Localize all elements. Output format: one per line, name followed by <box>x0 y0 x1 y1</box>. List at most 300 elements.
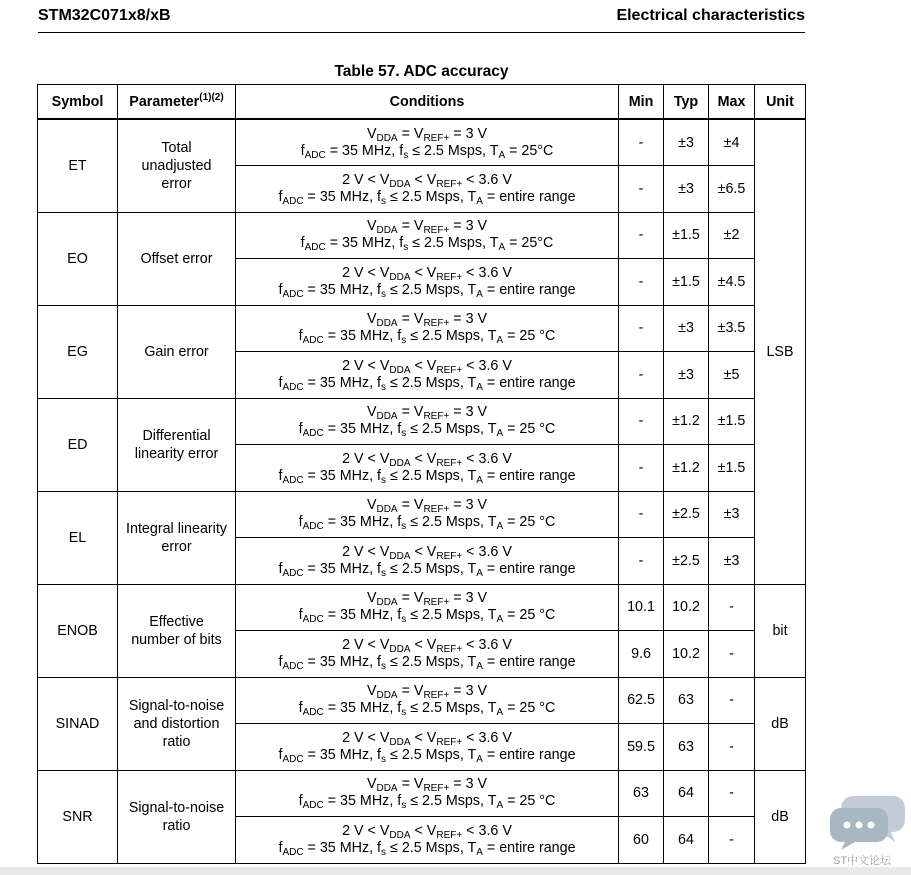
condition-text: < 3.6 V <box>462 822 512 839</box>
subscript: A <box>496 800 504 812</box>
adc-accuracy-table <box>37 84 806 864</box>
condition-text: < V <box>410 171 437 188</box>
table-body <box>38 119 806 863</box>
subscript: REF+ <box>423 411 450 423</box>
col-min: Min <box>619 85 664 120</box>
col-typ: Typ <box>664 85 709 120</box>
condition-text: ≤ 2.5 Msps, T <box>386 839 477 856</box>
condition-text: = V <box>397 218 424 235</box>
conditions-cell <box>236 817 619 864</box>
subscript: DDA <box>389 643 411 655</box>
condition-text: = entire range <box>482 746 576 763</box>
subscript: DDA <box>376 783 398 795</box>
subscript: REF+ <box>423 132 450 144</box>
condition-line <box>236 404 618 421</box>
conditions-cell <box>236 584 619 631</box>
condition-text: ≤ 2.5 Msps, T <box>406 514 497 531</box>
condition-text: = 3 V <box>449 776 488 793</box>
header-rule <box>38 32 805 33</box>
condition-line <box>236 683 618 700</box>
conditions-cell <box>236 445 619 492</box>
parameter-line: Gain error <box>144 343 209 360</box>
col-conditions: Conditions <box>236 85 619 120</box>
subscript: s <box>381 567 387 579</box>
col-parameter <box>118 85 236 120</box>
condition-text: < 3.6 V <box>462 171 512 188</box>
condition-line <box>236 590 618 607</box>
condition-line <box>236 793 618 810</box>
typ-cell: ±1.2 <box>664 398 709 445</box>
parameter-line: Signal-to-noise <box>128 697 225 714</box>
typ-cell: ±3 <box>664 166 709 213</box>
condition-text: = 35 MHz, f <box>323 328 402 345</box>
condition-text: = 3 V <box>449 311 488 328</box>
condition-line <box>236 747 618 764</box>
subscript: ADC <box>302 428 324 440</box>
condition-line <box>236 730 618 747</box>
condition-text: f <box>300 142 305 159</box>
condition-line <box>236 776 618 793</box>
subscript: REF+ <box>423 690 450 702</box>
condition-text: = 25 °C <box>503 700 556 717</box>
condition-text: = 35 MHz, f <box>325 235 404 252</box>
typ-cell: ±1.5 <box>664 212 709 259</box>
parameter-line: Differential <box>142 427 211 444</box>
subscript: A <box>476 288 483 300</box>
col-parameter-notes: (1)(2) <box>199 91 224 103</box>
max-cell: ±3 <box>709 491 755 538</box>
condition-text: = 35 MHz, f <box>323 421 402 438</box>
typ-cell: 64 <box>664 817 709 864</box>
max-cell: ±5 <box>709 352 755 399</box>
header-row <box>38 85 806 120</box>
min-cell: 9.6 <box>619 631 664 678</box>
condition-text: < 3.6 V <box>462 450 512 467</box>
subscript: ADC <box>302 335 324 347</box>
condition-text: < V <box>410 636 437 653</box>
subscript: s <box>401 800 407 812</box>
condition-text: 2 V < V <box>342 450 390 467</box>
subscript: s <box>381 474 387 486</box>
conditions-cell <box>236 724 619 771</box>
condition-text: f <box>278 374 283 391</box>
condition-text: = 35 MHz, f <box>325 142 404 159</box>
subscript: DDA <box>389 364 411 376</box>
parameter-line: ratio <box>162 733 191 750</box>
condition-text: < V <box>410 729 437 746</box>
min-cell: - <box>619 305 664 352</box>
condition-text: = 25 °C <box>503 421 556 438</box>
condition-text: = 25°C <box>505 142 554 159</box>
condition-text: f <box>298 793 303 810</box>
subscript: s <box>401 707 407 719</box>
table-row <box>38 584 806 631</box>
condition-text: ≤ 2.5 Msps, T <box>406 793 497 810</box>
subscript: A <box>476 381 483 393</box>
subscript: DDA <box>389 271 411 283</box>
parameter-cell <box>118 584 236 677</box>
min-cell: - <box>619 538 664 585</box>
typ-cell: 64 <box>664 770 709 817</box>
subscript: ADC <box>304 149 326 161</box>
subscript: A <box>476 474 483 486</box>
subscript: s <box>381 660 387 672</box>
unit-cell: bit <box>755 584 806 677</box>
subscript: ADC <box>282 288 304 300</box>
table-row <box>38 491 806 538</box>
condition-text: f <box>300 235 305 252</box>
condition-text: 2 V < V <box>342 357 390 374</box>
conditions-cell <box>236 538 619 585</box>
min-cell: - <box>619 259 664 306</box>
condition-line <box>236 375 618 392</box>
subscript: A <box>496 521 504 533</box>
condition-text: = 25 °C <box>503 328 556 345</box>
condition-line <box>236 358 618 375</box>
subscript: s <box>381 846 387 858</box>
condition-text: ≤ 2.5 Msps, T <box>408 142 499 159</box>
condition-line <box>236 840 618 857</box>
condition-text: = V <box>397 125 424 142</box>
condition-text: ≤ 2.5 Msps, T <box>406 700 497 717</box>
subscript: ADC <box>282 195 304 207</box>
symbol-cell: ENOB <box>38 584 118 677</box>
subscript: DDA <box>389 178 411 190</box>
condition-line <box>236 451 618 468</box>
condition-text: f <box>298 607 303 624</box>
condition-line <box>236 654 618 671</box>
condition-text: = 25°C <box>505 235 554 252</box>
max-cell: - <box>709 817 755 864</box>
typ-cell: 10.2 <box>664 631 709 678</box>
typ-cell: ±3 <box>664 305 709 352</box>
bottom-bar <box>0 867 911 875</box>
condition-line <box>236 544 618 561</box>
subscript: ADC <box>282 753 304 765</box>
condition-text: = 25 °C <box>503 607 556 624</box>
condition-text: ≤ 2.5 Msps, T <box>406 421 497 438</box>
max-cell: - <box>709 724 755 771</box>
subscript: A <box>498 242 506 254</box>
condition-text: f <box>278 746 283 763</box>
condition-line <box>236 637 618 654</box>
unit-cell: LSB <box>755 119 806 584</box>
subscript: A <box>498 149 506 161</box>
condition-text: 2 V < V <box>342 636 390 653</box>
table-row <box>38 770 806 817</box>
condition-text: = 35 MHz, f <box>303 374 382 391</box>
condition-text: = entire range <box>482 653 576 670</box>
subscript: DDA <box>389 550 411 562</box>
parameter-cell <box>118 491 236 584</box>
subscript: DDA <box>376 318 398 330</box>
table-row <box>38 119 806 166</box>
subscript: REF+ <box>436 736 463 748</box>
subscript: A <box>476 567 483 579</box>
condition-text: f <box>298 421 303 438</box>
conditions-cell <box>236 212 619 259</box>
max-cell: ±1.5 <box>709 398 755 445</box>
typ-cell: ±3 <box>664 119 709 166</box>
conditions-cell <box>236 119 619 166</box>
conditions-cell <box>236 677 619 724</box>
subscript: s <box>381 753 387 765</box>
unit-cell: dB <box>755 770 806 863</box>
condition-text: f <box>298 700 303 717</box>
condition-text: ≤ 2.5 Msps, T <box>386 188 477 205</box>
subscript: ADC <box>282 381 304 393</box>
condition-line <box>236 607 618 624</box>
symbol-cell: EG <box>38 305 118 398</box>
condition-text: ≤ 2.5 Msps, T <box>406 328 497 345</box>
condition-text: f <box>278 467 283 484</box>
condition-text: V <box>366 590 377 607</box>
condition-text: < V <box>410 264 437 281</box>
subscript: ADC <box>282 660 304 672</box>
table-row <box>38 305 806 352</box>
condition-text: ≤ 2.5 Msps, T <box>386 467 477 484</box>
condition-text: = V <box>397 683 424 700</box>
condition-text: = 35 MHz, f <box>303 653 382 670</box>
parameter-line: Signal-to-noise <box>128 799 225 816</box>
condition-line <box>236 126 618 143</box>
max-cell: ±4.5 <box>709 259 755 306</box>
subscript: REF+ <box>436 271 463 283</box>
subscript: REF+ <box>436 643 463 655</box>
min-cell: - <box>619 398 664 445</box>
max-cell: - <box>709 770 755 817</box>
condition-line <box>236 514 618 531</box>
condition-text: = V <box>397 776 424 793</box>
min-cell: - <box>619 352 664 399</box>
min-cell: - <box>619 119 664 166</box>
subscript: DDA <box>376 504 398 516</box>
condition-text: V <box>366 218 377 235</box>
condition-text: f <box>298 514 303 531</box>
max-cell: ±3.5 <box>709 305 755 352</box>
parameter-cell <box>118 305 236 398</box>
conditions-cell <box>236 770 619 817</box>
parameter-line: ratio <box>162 817 191 834</box>
condition-text: = 35 MHz, f <box>323 700 402 717</box>
condition-line <box>236 282 618 299</box>
chat-bubbles-icon <box>829 790 907 850</box>
condition-text: < 3.6 V <box>462 636 512 653</box>
subscript: s <box>381 381 387 393</box>
condition-text: ≤ 2.5 Msps, T <box>386 653 477 670</box>
condition-text: < 3.6 V <box>462 543 512 560</box>
subscript: A <box>496 335 504 347</box>
condition-text: = entire range <box>482 839 576 856</box>
condition-text: ≤ 2.5 Msps, T <box>386 281 477 298</box>
condition-text: < 3.6 V <box>462 264 512 281</box>
section-title: Electrical characteristics <box>616 7 805 24</box>
condition-text: < V <box>410 450 437 467</box>
condition-text: = entire range <box>482 188 576 205</box>
subscript: A <box>476 753 483 765</box>
condition-text: = 3 V <box>449 683 488 700</box>
parameter-line: Total <box>161 139 192 156</box>
subscript: A <box>496 707 504 719</box>
parameter-cell <box>118 677 236 770</box>
subscript: REF+ <box>423 504 450 516</box>
condition-line <box>236 172 618 189</box>
subscript: REF+ <box>436 550 463 562</box>
condition-text: = 25 °C <box>503 514 556 531</box>
condition-text: < 3.6 V <box>462 357 512 374</box>
symbol-cell: SINAD <box>38 677 118 770</box>
condition-text: = 35 MHz, f <box>303 467 382 484</box>
max-cell: ±6.5 <box>709 166 755 213</box>
condition-line <box>236 189 618 206</box>
subscript: DDA <box>376 225 398 237</box>
min-cell: - <box>619 166 664 213</box>
col-parameter-label: Parameter <box>129 93 200 110</box>
condition-text: = 35 MHz, f <box>323 793 402 810</box>
condition-text: ≤ 2.5 Msps, T <box>408 235 499 252</box>
min-cell: 10.1 <box>619 584 664 631</box>
conditions-cell <box>236 166 619 213</box>
col-max: Max <box>709 85 755 120</box>
condition-text: = entire range <box>482 281 576 298</box>
condition-line <box>236 235 618 252</box>
parameter-line: Effective <box>149 613 204 630</box>
typ-cell: 63 <box>664 724 709 771</box>
symbol-cell: ED <box>38 398 118 491</box>
subscript: s <box>401 521 407 533</box>
condition-text: V <box>366 404 377 421</box>
condition-text: V <box>366 776 377 793</box>
condition-text: = 3 V <box>449 497 488 514</box>
subscript: REF+ <box>436 364 463 376</box>
typ-cell: ±3 <box>664 352 709 399</box>
condition-text: = 35 MHz, f <box>303 560 382 577</box>
parameter-cell <box>118 119 236 212</box>
condition-text: = 35 MHz, f <box>323 514 402 531</box>
condition-text: 2 V < V <box>342 543 390 560</box>
parameter-line: linearity error <box>134 445 219 462</box>
table-row <box>38 398 806 445</box>
max-cell: ±2 <box>709 212 755 259</box>
col-unit: Unit <box>755 85 806 120</box>
symbol-cell: EO <box>38 212 118 305</box>
min-cell: 59.5 <box>619 724 664 771</box>
condition-text: V <box>366 125 377 142</box>
conditions-cell <box>236 398 619 445</box>
subscript: REF+ <box>436 829 463 841</box>
subscript: s <box>401 335 407 347</box>
col-symbol: Symbol <box>38 85 118 120</box>
max-cell: - <box>709 677 755 724</box>
typ-cell: ±2.5 <box>664 491 709 538</box>
parameter-line: unadjusted <box>141 157 212 174</box>
subscript: ADC <box>302 521 324 533</box>
subscript: s <box>403 242 409 254</box>
condition-text: = V <box>397 590 424 607</box>
table-caption: Table 57. ADC accuracy <box>334 63 509 80</box>
symbol-cell: SNR <box>38 770 118 863</box>
subscript: A <box>476 195 483 207</box>
condition-text: = 3 V <box>449 125 488 142</box>
subscript: DDA <box>376 597 398 609</box>
min-cell: - <box>619 212 664 259</box>
condition-text: = entire range <box>482 374 576 391</box>
max-cell: - <box>709 631 755 678</box>
condition-text: f <box>278 560 283 577</box>
conditions-cell <box>236 491 619 538</box>
condition-text: = 35 MHz, f <box>303 188 382 205</box>
conditions-cell <box>236 305 619 352</box>
watermark-label: ST中文论坛 <box>833 855 892 867</box>
subscript: A <box>496 428 504 440</box>
typ-cell: ±1.2 <box>664 445 709 492</box>
subscript: ADC <box>302 800 324 812</box>
subscript: ADC <box>282 846 304 858</box>
typ-cell: ±2.5 <box>664 538 709 585</box>
condition-text: < 3.6 V <box>462 729 512 746</box>
condition-line <box>236 143 618 160</box>
parameter-line: error <box>161 175 192 192</box>
subscript: ADC <box>304 242 326 254</box>
subscript: s <box>401 428 407 440</box>
min-cell: - <box>619 445 664 492</box>
subscript: ADC <box>282 474 304 486</box>
condition-text: ≤ 2.5 Msps, T <box>386 560 477 577</box>
typ-cell: 10.2 <box>664 584 709 631</box>
condition-text: 2 V < V <box>342 171 390 188</box>
table-row <box>38 677 806 724</box>
condition-text: = 3 V <box>449 218 488 235</box>
condition-text: = 3 V <box>449 404 488 421</box>
condition-line <box>236 311 618 328</box>
conditions-cell <box>236 631 619 678</box>
min-cell: 63 <box>619 770 664 817</box>
parameter-cell <box>118 398 236 491</box>
condition-text: = 35 MHz, f <box>303 281 382 298</box>
subscript: DDA <box>376 690 398 702</box>
subscript: REF+ <box>423 783 450 795</box>
condition-text: = 35 MHz, f <box>303 839 382 856</box>
subscript: ADC <box>302 707 324 719</box>
condition-line <box>236 561 618 578</box>
subscript: REF+ <box>423 597 450 609</box>
condition-text: 2 V < V <box>342 822 390 839</box>
min-cell: 60 <box>619 817 664 864</box>
condition-line <box>236 328 618 345</box>
subscript: A <box>496 614 504 626</box>
doc-id: STM32C071x8/xB <box>38 7 171 24</box>
condition-text: = entire range <box>482 467 576 484</box>
condition-text: = 25 °C <box>503 793 556 810</box>
condition-text: = 3 V <box>449 590 488 607</box>
condition-text: f <box>278 653 283 670</box>
max-cell: ±3 <box>709 538 755 585</box>
min-cell: 62.5 <box>619 677 664 724</box>
max-cell: - <box>709 584 755 631</box>
table-row <box>38 212 806 259</box>
symbol-cell: EL <box>38 491 118 584</box>
condition-line <box>236 218 618 235</box>
condition-text: < V <box>410 357 437 374</box>
condition-line <box>236 265 618 282</box>
subscript: DDA <box>376 132 398 144</box>
condition-text: = V <box>397 311 424 328</box>
parameter-line: and distortion <box>133 715 220 732</box>
subscript: A <box>476 660 483 672</box>
condition-text: f <box>278 281 283 298</box>
condition-text: = V <box>397 404 424 421</box>
typ-cell: 63 <box>664 677 709 724</box>
